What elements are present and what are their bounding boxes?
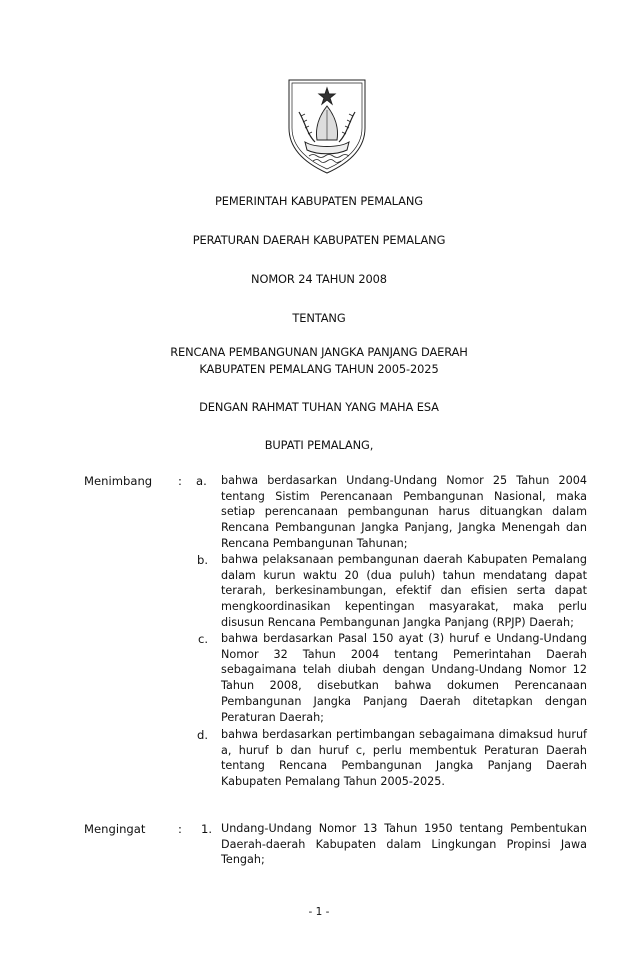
menimbang-item: bahwa berdasarkan Undang-Undang Nomor 25 Tahun 2004 tentang Sistim Perencanaan Pembangunan Nasional, maka setiap perencanaan pembangunan harus dituangkan dalam Rencana Pembangunan Jangka Panjang, Jangka Menengah dan Rencana Pembangunan Tahunan; bbox=[221, 474, 587, 550]
menimbang-marker: d. bbox=[197, 728, 209, 742]
regency-emblem-icon bbox=[285, 76, 369, 176]
menimbang-marker: b. bbox=[197, 553, 209, 567]
menimbang-marker: a. bbox=[196, 474, 207, 488]
header-title-1: RENCANA PEMBANGUNAN JANGKA PANJANG DAERAH bbox=[170, 345, 468, 359]
menimbang-item: bahwa berdasarkan Pasal 150 ayat (3) huruf e Undang-Undang Nomor 32 Tahun 2004 tentang Pemerintahan Daerah sebagaimana telah diubah dengan Undang-Undang Nomor 12 Tahun 2008, disebutkan bahwa dokumen Perencanaan Pembangunan Jangka Panjang Daerah ditetapkan dengan Peraturan Daerah; bbox=[221, 632, 587, 724]
menimbang-colon: : bbox=[178, 474, 182, 488]
menimbang-item: bahwa berdasarkan pertimbangan sebagaimana dimaksud huruf a, huruf b dan huruf c, perlu membentuk Peraturan Daerah tentang Rencana Pembangunan Jangka Panjang Daerah Kabupaten Pemalang Tahun 2005-2025. bbox=[221, 728, 587, 789]
header-regulation: PERATURAN DAERAH KABUPATEN PEMALANG bbox=[192, 233, 446, 247]
mengingat-marker: 1. bbox=[201, 822, 213, 836]
header-blessing: DENGAN RAHMAT TUHAN YANG MAHA ESA bbox=[199, 400, 439, 414]
mengingat-item: Undang-Undang Nomor 13 Tahun 1950 tentang Pembentukan Daerah-daerah Kabupaten dalam Lingkungan Propinsi Jawa Tengah; bbox=[221, 822, 587, 867]
header-government: PEMERINTAH KABUPATEN PEMALANG bbox=[214, 194, 424, 208]
page-number: - 1 - bbox=[308, 906, 330, 918]
mengingat-colon: : bbox=[178, 822, 182, 836]
menimbang-label: Menimbang bbox=[84, 474, 153, 488]
menimbang-marker: c. bbox=[198, 632, 209, 646]
header-regent: BUPATI PEMALANG, bbox=[264, 438, 374, 452]
header-about: TENTANG bbox=[292, 311, 346, 325]
header-title-2: KABUPATEN PEMALANG TAHUN 2005-2025 bbox=[199, 362, 439, 376]
header-number: NOMOR 24 TAHUN 2008 bbox=[251, 272, 387, 286]
mengingat-label: Mengingat bbox=[84, 822, 146, 836]
menimbang-item: bahwa pelaksanaan pembangunan daerah Kabupaten Pemalang dalam kurun waktu 20 (dua puluh) tahun mendatang dapat terarah, berkesinambungan, efektif dan efisien serta dapat mengkoordinasikan kepentingan masyarakat, maka perlu disusun Rencana Pembangunan Jangka Panjang (RPJP) Daerah; bbox=[221, 553, 587, 629]
